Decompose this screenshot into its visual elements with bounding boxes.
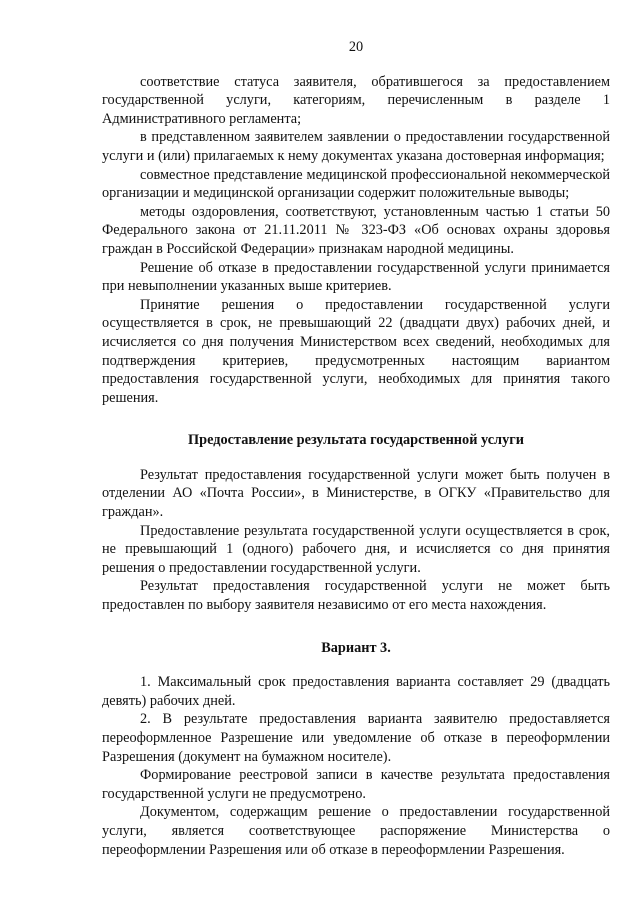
paragraph: Принятие решения о предоставлении государственной услуги осуществляется в срок, не превышающий 22 (двадцати двух) рабочих дней, и исчисляется со дня получения Министерством всех сведений, необходимых для подтверждения критериев, предусмотренных настоящим вариантом предоставления государственной услуги, необходимых для принятия такого решения. xyxy=(102,296,610,406)
section-heading-result: Предоставление результата государственной услуги xyxy=(188,432,524,449)
paragraph: в представленном заявителем заявлении о предоставлении государственной услуги и (или) прилагаемых к нему документах указана достоверная информация; xyxy=(102,129,610,164)
paragraph: соответствие статуса заявителя, обратившегося за предоставлением государственной услуги, категориям, перечисленным в разделе 1 Административного регламента; xyxy=(102,73,610,127)
criteria-section xyxy=(102,73,610,408)
paragraph: Результат предоставления государственной услуги не может быть предоставлен по выбору заявителя независимо от его места нахождения. xyxy=(102,578,610,614)
paragraph: методы оздоровления, соответствуют, установленным частью 1 статьи 50 Федерального закона от 21.11.2011 № 323-ФЗ «Об основах охраны здоровья граждан в Российской Федерации» признакам народной медицины. xyxy=(102,203,610,257)
section-heading-variant-3: Вариант 3. xyxy=(321,639,391,656)
paragraph: Решение об отказе в предоставлении государственной услуги принимается при невыполнении указанных выше критериев. xyxy=(102,259,610,295)
result-section xyxy=(102,466,610,615)
paragraph: 2. В результате предоставления варианта заявителю предоставляется переоформленное Разрешение или уведомление об отказе в переоформлении Разрешения (документ на бумажном носителе). xyxy=(102,711,610,765)
paragraph: совместное представление медицинской профессиональной некоммерческой организации и медицинской организации содержит положительные выводы; xyxy=(102,166,610,202)
paragraph: Результат предоставления государственной услуги может быть получен в отделении АО «Почта России», в Министерстве, в ОГКУ «Правительство для граждан». xyxy=(102,466,610,521)
paragraph: Предоставление результата государственной услуги осуществляется в срок, не превышающий 1 (одного) рабочего дня, и исчисляется со дня принятия решения о предоставлении государственной услуги. xyxy=(102,522,610,576)
paragraph: 1. Максимальный срок предоставления варианта составляет 29 (двадцать девять) рабочих дней. xyxy=(102,674,610,709)
paragraph: Документом, содержащим решение о предоставлении государственной услуги, является соответствующее распоряжение Министерства о переоформлении Разрешения или об отказе в переоформлении Разрешения. xyxy=(102,804,610,858)
variant-3-section xyxy=(102,673,610,859)
paragraph: Формирование реестровой записи в качестве результата предоставления государственной услуги не предусмотрено. xyxy=(102,767,610,802)
page-number: 20 xyxy=(348,39,364,55)
